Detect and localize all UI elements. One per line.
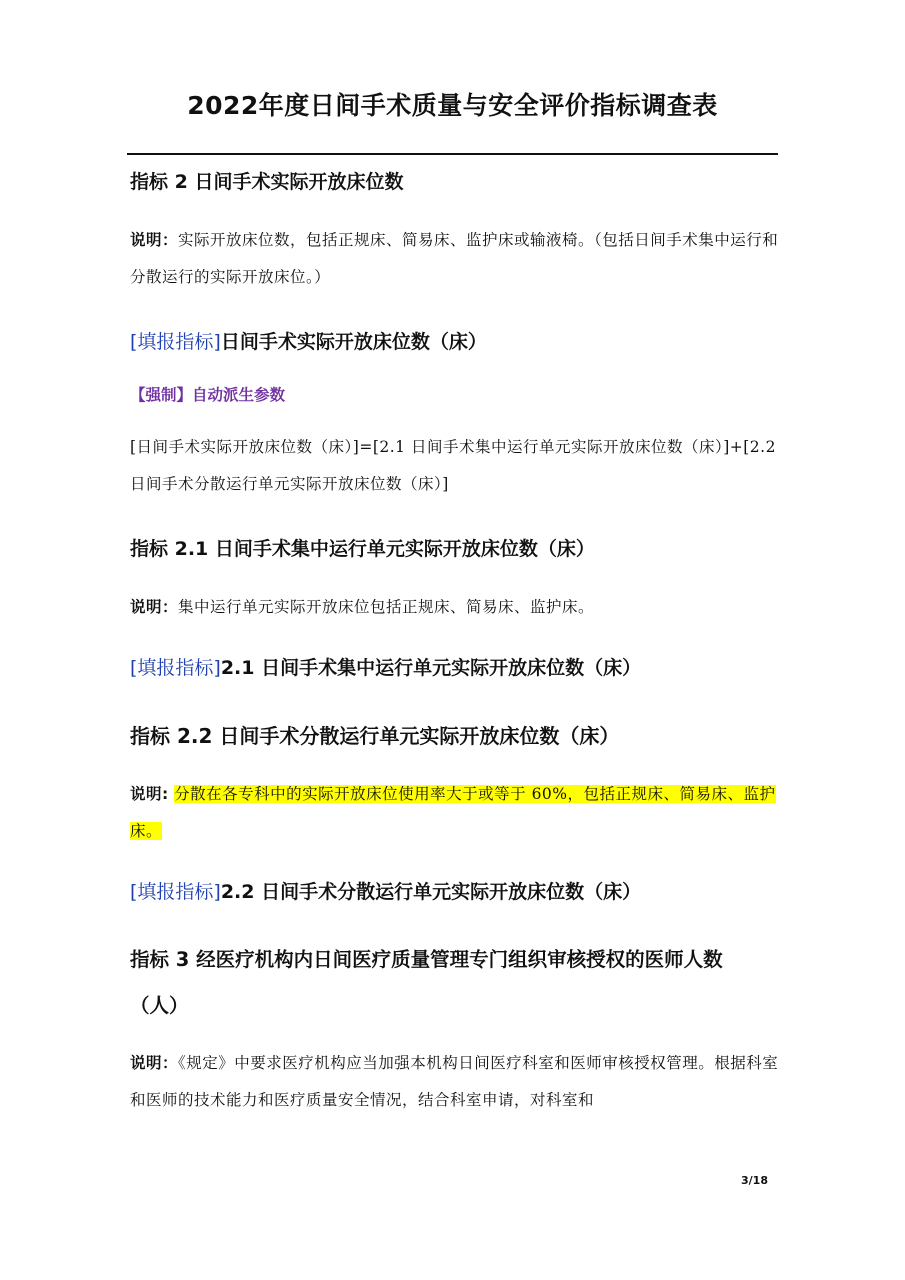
fill-tag: [填报指标] xyxy=(130,657,221,679)
indicator-3-heading-line1: 指标 3 经医疗机构内日间医疗质量管理专门组织审核授权的医师人数 xyxy=(130,948,723,971)
description-label: 说明： xyxy=(130,598,179,616)
fill-text: 2.1 日间手术集中运行单元实际开放床位数（床） xyxy=(220,657,642,679)
fill-text: 日间手术实际开放床位数（床） xyxy=(220,331,487,353)
page-number: 3/18 xyxy=(741,1174,768,1187)
indicator-2-fill-item xyxy=(130,327,487,354)
indicator-2-heading: 指标 2 日间手术实际开放床位数 xyxy=(130,171,404,193)
indicator-2-formula: [日间手术实际开放床位数（床）]=[2.1 日间手术集中运行单元实际开放床位数（床）]+[2.2 日间手术分散运行单元实际开放床位数（床）] xyxy=(130,438,776,493)
indicator-2-description xyxy=(130,222,780,296)
forced-derived-label: 【强制】自动派生参数 xyxy=(130,386,286,404)
description-label: 说明： xyxy=(130,231,179,249)
indicator-2-2-heading: 指标 2.2 日间手术分散运行单元实际开放床位数（床） xyxy=(130,724,620,748)
fill-text: 2.2 日间手术分散运行单元实际开放床位数（床） xyxy=(220,881,642,903)
indicator-2-2-description xyxy=(130,776,780,850)
highlighted-description-text: 分散在各专科中的实际开放床位使用率大于或等于 60%，包括正规床、简易床、监护床。 xyxy=(130,785,776,840)
indicator-2-1-description xyxy=(130,589,780,626)
indicator-3-description xyxy=(130,1045,780,1119)
description-text: 《规定》中要求医疗机构应当加强本机构日间医疗科室和医师审核授权管理。根据科室和医师的技术能力和医疗质量安全情况，结合科室申请，对科室和 xyxy=(130,1054,779,1109)
title-divider xyxy=(127,153,778,155)
indicator-3-heading-line2: （人） xyxy=(130,994,189,1017)
description-text: 实际开放床位数，包括正规床、简易床、监护床或输液椅。（包括日间手术集中运行和分散运行的实际开放床位。） xyxy=(130,231,779,286)
page-title: 2022年度日间手术质量与安全评价指标调查表 xyxy=(187,91,718,120)
description-text: 集中运行单元实际开放床位包括正规床、简易床、监护床。 xyxy=(178,598,595,616)
indicator-2-2-fill-item xyxy=(130,877,641,904)
fill-tag: [填报指标] xyxy=(130,881,221,903)
fill-tag: [填报指标] xyxy=(130,331,221,353)
indicator-2-1-heading: 指标 2.1 日间手术集中运行单元实际开放床位数（床） xyxy=(130,538,595,560)
description-label: 说明: xyxy=(130,785,169,803)
indicator-2-1-fill-item xyxy=(130,653,641,680)
description-label: 说明： xyxy=(130,1054,179,1072)
